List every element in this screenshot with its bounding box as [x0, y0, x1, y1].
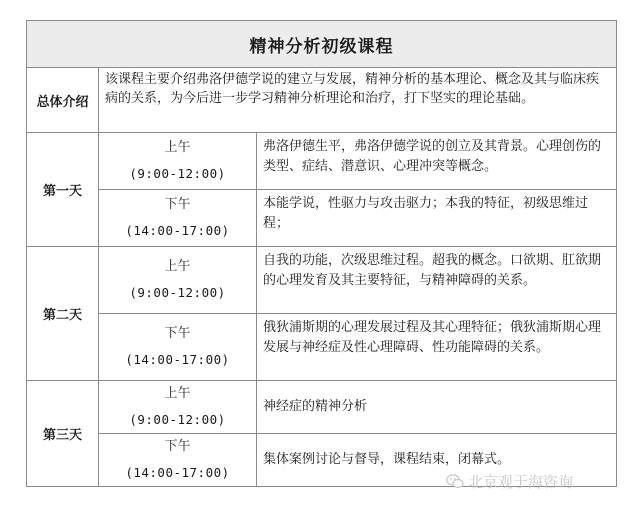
course-title: 精神分析初级课程	[27, 21, 617, 68]
day-2-afternoon-content: 俄狄浦斯期的心理发展过程及其心理特征；俄狄浦斯期心理发展与神经症及性心理障碍、性功能障碍的关系。	[257, 314, 617, 381]
watermark	[446, 471, 573, 492]
session-time: (9:00-12:00)	[129, 412, 226, 427]
overview-label: 总体介绍	[27, 68, 99, 133]
day-2-afternoon-session	[99, 314, 257, 381]
day-2-label: 第二天	[27, 247, 99, 381]
day-3-label: 第三天	[27, 381, 99, 487]
session-time: (14:00-17:00)	[125, 223, 230, 238]
day-2-morning-content: 自我的功能，次级思维过程。超我的概念。口欲期、肛欲期的心理发育及其主要特征，与精神障碍的关系。	[257, 247, 617, 314]
day-1-afternoon-content: 本能学说，性驱力与攻击驱力；本我的特征，初级思维过程；	[257, 190, 617, 247]
day-3-morning-row	[27, 381, 617, 434]
session-period: 下午	[164, 326, 191, 341]
session-period: 上午	[164, 386, 191, 401]
wechat-icon	[446, 474, 464, 489]
day-3-afternoon-content: 集体案例讨论与督导，课程结束，闭幕式。	[257, 434, 617, 487]
session-period: 上午	[164, 140, 191, 155]
day-2-afternoon-row	[27, 314, 617, 381]
day-1-label: 第一天	[27, 133, 99, 247]
day-1-afternoon-session	[99, 190, 257, 247]
watermark-text: 北京观于海咨询	[468, 473, 574, 491]
session-period: 下午	[164, 197, 191, 212]
day-1-morning-session	[99, 133, 257, 190]
title-row	[27, 21, 617, 68]
session-period: 上午	[164, 259, 191, 274]
course-schedule-table	[26, 20, 617, 487]
session-time: (14:00-17:00)	[125, 465, 230, 480]
session-time: (14:00-17:00)	[125, 352, 230, 367]
overview-text: 该课程主要介绍弗洛伊德学说的建立与发展，精神分析的基本理论、概念及其与临床疾病的关系，为今后进一步学习精神分析理论和治疗，打下坚实的理论基础。	[99, 68, 617, 133]
day-3-morning-content: 神经症的精神分析	[257, 381, 617, 434]
session-time: (9:00-12:00)	[129, 166, 226, 181]
session-period: 下午	[164, 439, 191, 454]
overview-row	[27, 68, 617, 133]
day-1-morning-content: 弗洛伊德生平，弗洛伊德学说的创立及其背景。心理创伤的类型、症结、潜意识、心理冲突等概念。	[257, 133, 617, 190]
day-2-morning-session	[99, 247, 257, 314]
session-time: (9:00-12:00)	[129, 285, 226, 300]
day-1-afternoon-row	[27, 190, 617, 247]
day-3-morning-session	[99, 381, 257, 434]
day-1-morning-row	[27, 133, 617, 190]
day-3-afternoon-session	[99, 434, 257, 487]
day-2-morning-row	[27, 247, 617, 314]
